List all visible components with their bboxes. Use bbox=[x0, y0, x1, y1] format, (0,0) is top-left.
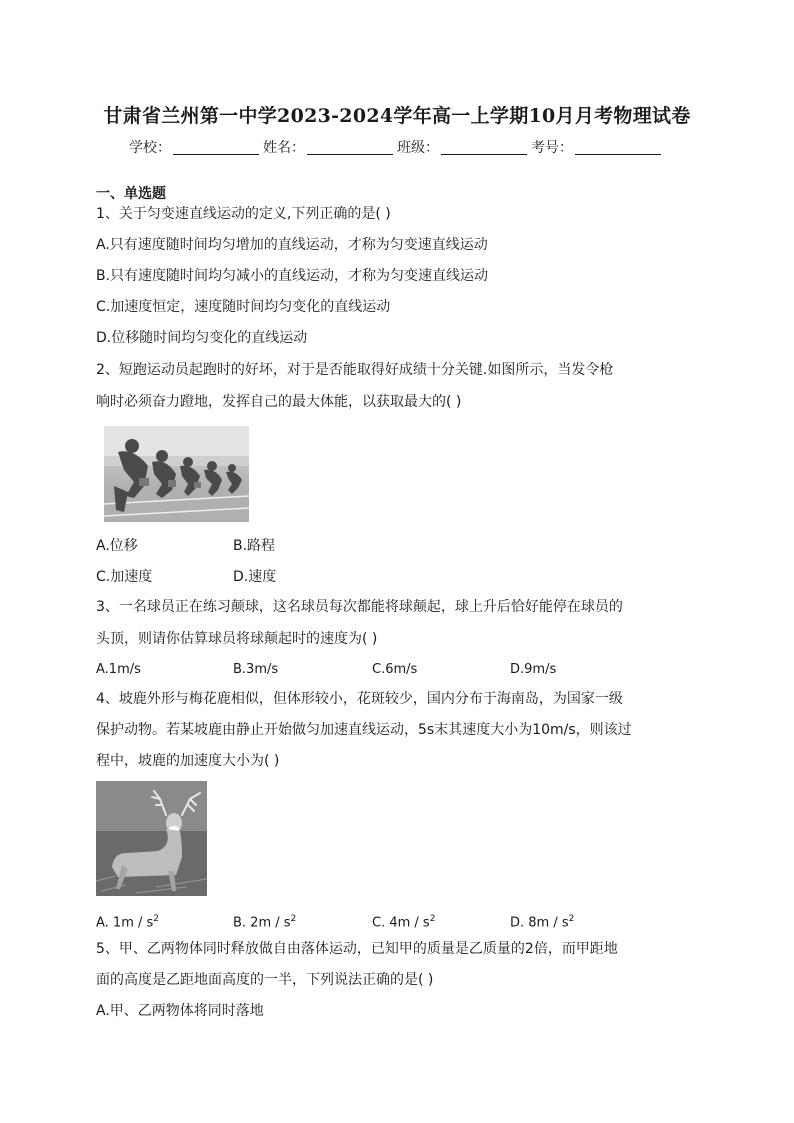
q4-option-d bbox=[510, 910, 574, 932]
deer-illustration bbox=[96, 781, 207, 896]
q2-stem-line1: 2、短跑运动员起跑时的好坏，对于是否能取得好成绩十分关键.如图所示，当发令枪 bbox=[96, 362, 614, 378]
q4-option-a-exponent: 2 bbox=[153, 914, 160, 924]
class-blank[interactable] bbox=[441, 140, 527, 155]
q3-option-d: D.9m/s bbox=[510, 662, 557, 677]
q2-option-a: A.位移 bbox=[96, 538, 138, 554]
q1-option-b: B.只有速度随时间均匀减小的直线运动，才称为匀变速直线运动 bbox=[96, 268, 489, 284]
q1-option-d: D.位移随时间均匀变化的直线运动 bbox=[96, 330, 308, 346]
school-blank[interactable] bbox=[173, 140, 259, 155]
q2-option-b: B.路程 bbox=[233, 538, 276, 554]
class-label: 班级： bbox=[397, 140, 439, 156]
q3-option-a: A.1m/s bbox=[96, 662, 141, 677]
q4-option-d-text: D. 8m / s bbox=[510, 915, 569, 931]
exam-title: 甘肃省兰州第一中学2023-2024学年高一上学期10月月考物理试卷 bbox=[103, 105, 691, 127]
q4-option-a bbox=[96, 910, 159, 932]
q5-stem-line1: 5、甲、乙两物体同时释放做自由落体运动，已知甲的质量是乙质量的2倍，而甲距地 bbox=[96, 941, 618, 957]
q5-stem-line2: 面的高度是乙距地面高度的一半，下列说法正确的是( ) bbox=[96, 972, 434, 988]
q4-option-c-exponent: 2 bbox=[429, 914, 436, 924]
q4-option-c-text: C. 4m / s bbox=[372, 915, 430, 931]
q4-stem-line2: 保护动物。若某坡鹿由静止开始做匀加速直线运动，5s末其速度大小为10m/s，则该过 bbox=[96, 722, 632, 738]
sprinters-illustration bbox=[104, 426, 249, 522]
exam-no-label: 考号： bbox=[531, 140, 573, 156]
q1-option-c: C.加速度恒定，速度随时间均匀变化的直线运动 bbox=[96, 299, 391, 315]
exam-no-blank[interactable] bbox=[575, 140, 661, 155]
q4-option-d-exponent: 2 bbox=[568, 914, 575, 924]
section-heading: 一、单选题 bbox=[96, 186, 166, 202]
q1-stem: 1、关于匀变速直线运动的定义,下列正确的是( ) bbox=[96, 206, 391, 222]
q2-option-c: C.加速度 bbox=[96, 569, 153, 585]
q2-stem-line2: 响时必须奋力蹬地，发挥自己的最大体能，以获取最大的( ) bbox=[96, 394, 462, 410]
q2-option-d: D.速度 bbox=[233, 569, 277, 585]
sprinters-start-photo bbox=[104, 426, 249, 522]
q4-option-b bbox=[233, 910, 296, 932]
q5-option-a: A.甲、乙两物体将同时落地 bbox=[96, 1003, 264, 1019]
q3-option-b: B.3m/s bbox=[233, 662, 279, 677]
name-label: 姓名： bbox=[263, 140, 305, 156]
school-label: 学校： bbox=[129, 140, 171, 156]
deer-photo bbox=[96, 781, 207, 896]
q4-option-c bbox=[372, 910, 435, 932]
q4-stem-line1: 4、坡鹿外形与梅花鹿相似，但体形较小，花斑较少，国内分布于海南岛，为国家一级 bbox=[96, 691, 623, 707]
q3-stem-line2: 头顶，则请你估算球员将球颠起时的速度为( ) bbox=[96, 631, 378, 647]
q4-stem-line3: 程中，坡鹿的加速度大小为( ) bbox=[96, 753, 280, 769]
q4-option-a-text: A. 1m / s bbox=[96, 915, 154, 931]
name-blank[interactable] bbox=[307, 140, 393, 155]
q4-option-b-text: B. 2m / s bbox=[233, 915, 291, 931]
q3-option-c: C.6m/s bbox=[372, 662, 418, 677]
q4-option-b-exponent: 2 bbox=[290, 914, 297, 924]
q1-option-a: A.只有速度随时间均匀增加的直线运动，才称为匀变速直线运动 bbox=[96, 237, 488, 253]
q3-stem-line1: 3、一名球员正在练习颠球，这名球员每次都能将球颠起，球上升后恰好能停在球员的 bbox=[96, 599, 623, 615]
student-info-line bbox=[0, 137, 794, 157]
